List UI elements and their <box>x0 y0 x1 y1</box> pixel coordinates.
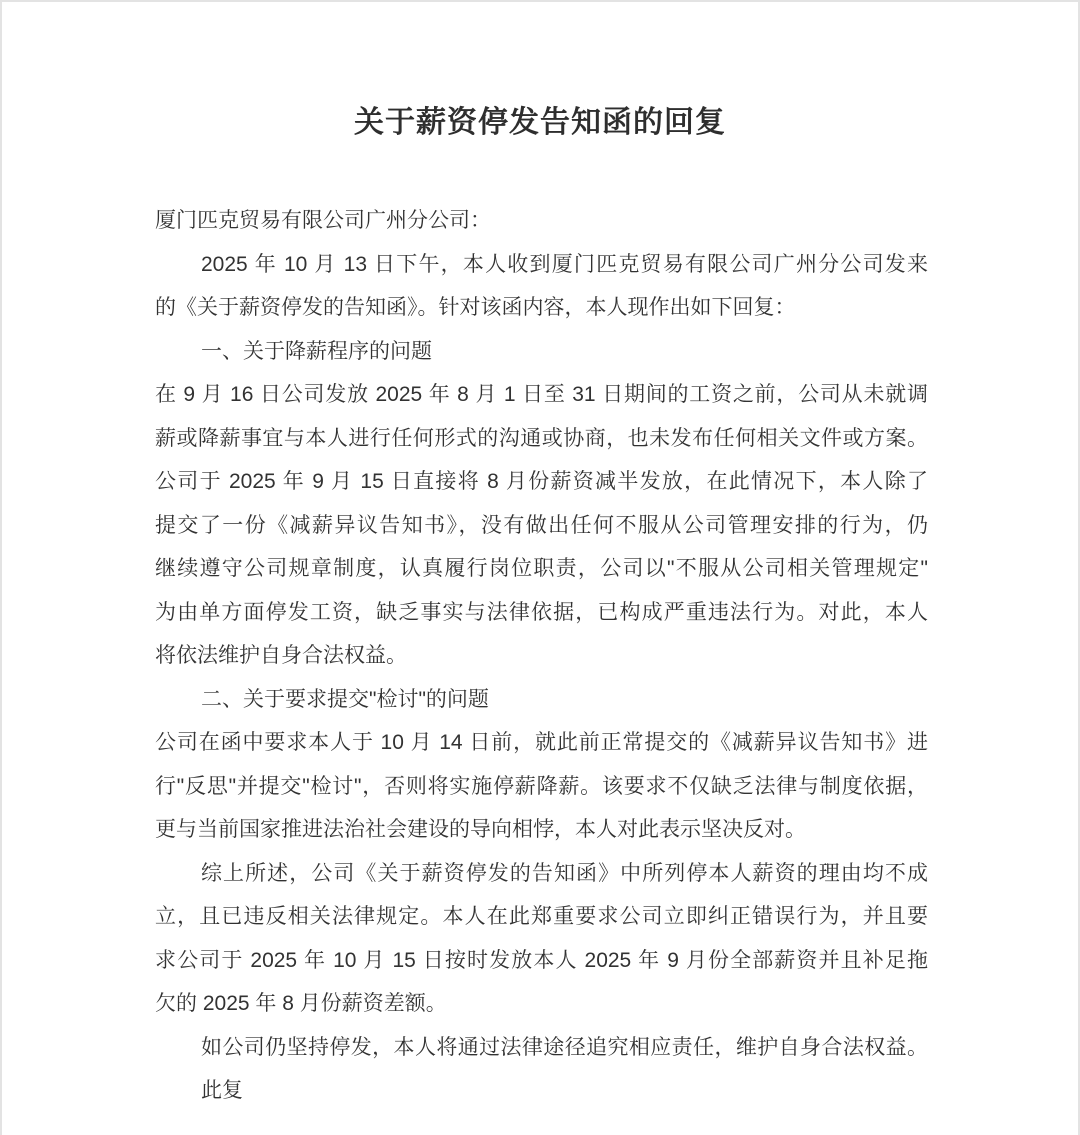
doc-line: 在 9 月 16 日公司发放 2025 年 8 月 1 日至 31 日期间的工资之前，公司从未就调 <box>155 383 928 406</box>
doc-line: 的《关于薪资停发的告知函》。针对该函内容，本人现作出如下回复： <box>155 296 796 319</box>
doc-line: 更与当前国家推进法治社会建设的导向相悖，本人对此表示坚决反对。 <box>155 818 806 841</box>
paragraph-conclusion <box>155 852 928 1026</box>
paragraph-warning <box>155 1026 928 1070</box>
paragraph-section-2 <box>155 721 928 852</box>
paragraph-opening <box>155 243 928 330</box>
paragraph-heading-2 <box>155 678 928 722</box>
doc-line: 立，且已违反相关法律规定。本人在此郑重要求公司立即纠正错误行为，并且要 <box>155 905 928 928</box>
doc-line: 继续遵守公司规章制度，认真履行岗位职责，公司以"不服从公司相关管理规定" <box>155 557 928 580</box>
paragraph-closing <box>155 1069 928 1113</box>
doc-line: 薪或降薪事宜与本人进行任何形式的沟通或协商，也未发布任何相关文件或方案。 <box>155 426 928 450</box>
doc-line: 提交了一份《减薪异议告知书》，没有做出任何不服从公司管理安排的行为，仍 <box>155 513 928 537</box>
doc-line: 求公司于 2025 年 10 月 15 日按时发放本人 2025 年 9 月份全部薪资并且补足拖 <box>155 948 928 972</box>
salutation-line: 厦门匹克贸易有限公司广州分公司： <box>155 209 491 232</box>
doc-line: 公司在函中要求本人于 10 月 14 日前，就此前正常提交的《减薪异议告知书》进 <box>155 731 928 754</box>
section-heading-line: 二、关于要求提交"检讨"的问题 <box>201 687 489 711</box>
top-edge-line <box>0 0 1080 2</box>
doc-line: 2025 年 10 月 13 日下午，本人收到厦门匹克贸易有限公司广州分公司发来 <box>201 252 928 276</box>
paragraph-heading-1 <box>155 330 928 374</box>
doc-line: 将依法维护自身合法权益。 <box>155 644 407 667</box>
paragraph-section-1 <box>155 373 928 678</box>
doc-line: 欠的 2025 年 8 月份薪资差额。 <box>155 992 447 1015</box>
doc-line: 如公司仍坚持停发，本人将通过法律途径追究相应责任，维护自身合法权益。 <box>201 1035 928 1059</box>
closing-line: 此复 <box>201 1079 243 1102</box>
doc-line: 行"反思"并提交"检讨"，否则将实施停薪降薪。该要求不仅缺乏法律与制度依据， <box>155 774 928 798</box>
document-title: 关于薪资停发告知函的回复 <box>354 106 726 139</box>
doc-line: 综上所述，公司《关于薪资停发的告知函》中所列停本人薪资的理由均不成 <box>201 861 928 885</box>
document-body <box>155 199 928 1113</box>
doc-line: 为由单方面停发工资，缺乏事实与法律依据，已构成严重违法行为。对此，本人 <box>155 600 928 624</box>
section-heading-line: 一、关于降薪程序的问题 <box>201 339 432 363</box>
left-edge-line <box>0 0 2 1135</box>
doc-line: 公司于 2025 年 9 月 15 日直接将 8 月份薪资减半发放，在此情况下，本人除了 <box>155 470 928 493</box>
